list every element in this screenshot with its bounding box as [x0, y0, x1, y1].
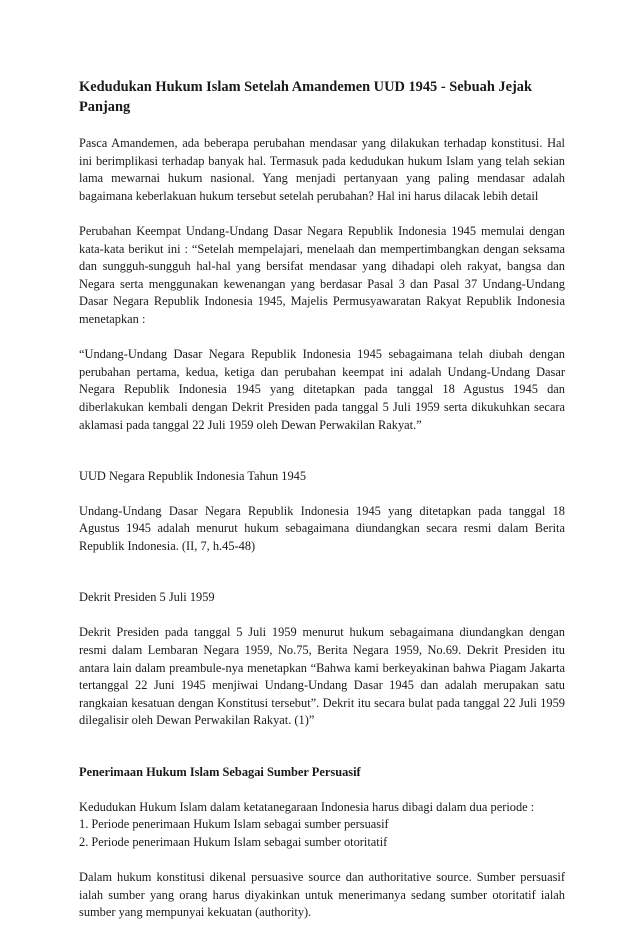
paragraph-periode: [79, 799, 565, 852]
paragraph-uud-1945: Undang-Undang Dasar Negara Republik Indonesia 1945 yang ditetapkan pada tanggal 18 Agustus 1945 adalah menurut hukum sebagaimana diundangkan secara resmi dalam Berita Republik Indonesia. (II, 7, h.45-48): [79, 503, 565, 554]
document-page: [79, 78, 565, 940]
subheading-uud-1945: UUD Negara Republik Indonesia Tahun 1945: [79, 468, 307, 483]
paragraph-sumber-hukum: Dalam hukum konstitusi dikenal persuasive source dan authoritative source. Sumber persuasif ialah sumber yang orang harus diyakinkan untuk menerimanya sedang sumber otoritatif ialah sumber yang mempunyai kekuatan (authority).: [79, 870, 565, 920]
paragraph-quote-uud: “Undang-Undang Dasar Negara Republik Indonesia 1945 sebagaimana telah diubah dengan perubahan pertama, kedua, ketiga dan perubahan keempat ini adalah Undang-Undang Dasar Negara Republik Indonesia 1945 yang ditetapkan pada tanggal 18 Agustus 1945 dan diberlakukan kembali dengan Dekrit Presiden pada tanggal 5 Juli 1959 serta dikukuhkan secara aklamasi pada tanggal 22 Juli 1959 oleh Dewan Perwakilan Rakyat.”: [79, 347, 565, 432]
paragraph-perubahan-keempat: Perubahan Keempat Undang-Undang Dasar Negara Republik Indonesia 1945 memulai dengan kata-kata berikut ini : “Setelah mempelajari, menelaah dan mempertimbangkan dengan seksama dan sungguh-sungguh hal-hal yang bersifat mendasar yang dihadapi oleh rakyat, bangsa dan Negara serta menggunakan kewenangan yang berdasar Pasal 3 dan Pasal 37 Undang-Undang Dasar Negara Republik Indonesia 1945, Majelis Permusyawaratan Rakyat Republik Indonesia menetapkan :: [79, 223, 565, 326]
subheading-dekrit-presiden: Dekrit Presiden 5 Juli 1959: [79, 590, 215, 605]
spacer: [79, 452, 565, 468]
paragraph-dekrit-presiden: Dekrit Presiden pada tanggal 5 Juli 1959 menurut hukum sebagaimana diundangkan dengan resmi dalam Lembaran Negara 1959, No.75, Berita Negara 1959, No.69. Dekrit Presiden itu antara lain dalam preambule-nya menetapkan “Bahwa kami berkeyakinan bahwa Piagam Jakarta tertanggal 22 Juni 1945 menjiwai Undang-Undang Dasar 1945 dan adalah merupakan satu rangkaian kesatuan dengan Konstitusi tersebut”. Dekrit itu secara bulat pada tanggal 22 Juli 1959 dilegalisir oleh Dewan Perwakilan Rakyat. (1)”: [79, 625, 565, 728]
periode-intro: Kedudukan Hukum Islam dalam ketatanegaraan Indonesia harus dibagi dalam dua periode :: [79, 799, 535, 814]
document-title: Kedudukan Hukum Islam Setelah Amandemen UUD 1945 - Sebuah Jejak Panjang: [79, 79, 532, 115]
spacer: [79, 573, 565, 589]
periode-item-2: 2. Periode penerimaan Hukum Islam sebagai sumber otoritatif: [79, 834, 388, 849]
section-heading-penerimaan: Penerimaan Hukum Islam Sebagai Sumber Persuasif: [79, 764, 361, 779]
paragraph-pasca-amandemen: Pasca Amandemen, ada beberapa perubahan mendasar yang dilakukan terhadap konstitusi. Hal ini berimplikasi terhadap banyak hal. Termasuk pada kedudukan hukum Islam yang telah sekian lama mewarnai hukum nasional. Yang menjadi pertanyaan yang paling mendasar adalah bagaimana keberlakuan hukum tersebut setelah perubahan? Hal ini harus dilacak lebih detail: [79, 136, 565, 203]
spacer: [79, 748, 565, 764]
periode-item-1: 1. Periode penerimaan Hukum Islam sebagai sumber persuasif: [79, 817, 389, 832]
